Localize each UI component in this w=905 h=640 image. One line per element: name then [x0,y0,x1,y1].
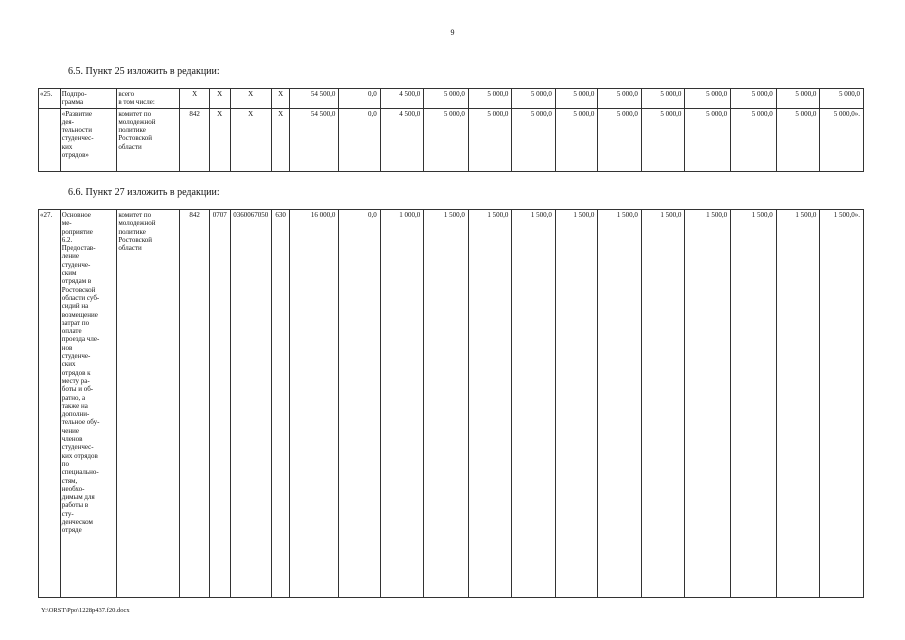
table-cell: 1 500,0 [731,210,777,598]
section-heading-6-5: 6.5. Пункт 25 изложить в редакции: [68,66,220,77]
table-cell: 1 500,0 [512,210,556,598]
table-cell: 4 500,0 [380,89,424,109]
table-cell: 5 000,0 [598,108,642,171]
table-cell: 5 000,0 [424,89,469,109]
table-cell: 5 000,0 [820,89,864,109]
table-cell [39,108,61,171]
table-cell: «Развитие дея- тельности студенчес- ких отрядов» [60,108,117,171]
table-cell: Х [271,108,290,171]
table-row [39,89,864,109]
table-cell: 1 500,0 [641,210,685,598]
table-cell: 1 500,0 [468,210,512,598]
table-row [39,210,864,598]
table-cell: 5 000,0 [641,108,685,171]
table-cell: 4 500,0 [380,108,424,171]
page-number: 9 [450,28,455,37]
table-cell: 0,0 [339,108,380,171]
table-cell: 5 000,0 [685,108,731,171]
table-cell: 1 500,0 [685,210,731,598]
table-cell: Х [271,89,290,109]
table-cell: комитет по молодежной политике Ростовской области [117,108,180,171]
table-cell: «25. [39,89,61,109]
table-cell: 1 500,0». [820,210,864,598]
table-cell: 5 000,0 [776,108,820,171]
table-cell: 5 000,0 [685,89,731,109]
table-cell: 54 500,0 [290,108,339,171]
table-cell: 5 000,0». [820,108,864,171]
table-cell: 5 000,0 [641,89,685,109]
table-row [39,108,864,171]
table-cell: 5 000,0 [468,108,512,171]
table-cell: Х [230,108,271,171]
section-heading-6-6: 6.6. Пункт 27 изложить в редакции: [68,187,220,198]
table-cell: 0,0 [339,210,380,598]
table-cell: 1 000,0 [380,210,424,598]
table-cell: 1 500,0 [555,210,597,598]
table-cell: 1 500,0 [424,210,469,598]
table-cell: 0707 [209,210,230,598]
table-cell: 5 000,0 [731,89,777,109]
table-cell: 0,0 [339,89,380,109]
table-cell: 5 000,0 [555,89,597,109]
table-item-27 [38,209,864,598]
table-cell: 1 500,0 [776,210,820,598]
table-cell: 630 [271,210,290,598]
table-cell: Х [209,89,230,109]
table-cell: 16 000,0 [290,210,339,598]
table-cell: «27. [39,210,61,598]
table-cell: всего в том числе: [117,89,180,109]
table-cell: 842 [180,210,209,598]
file-path-footer: Y:\ORST\Ppo\1228p437.f20.docx [41,607,130,614]
table-cell: 5 000,0 [731,108,777,171]
table-cell: 0360067050 [230,210,271,598]
table-cell: Х [209,108,230,171]
table-cell: Подпро- грамма [60,89,117,109]
table-cell: 5 000,0 [468,89,512,109]
table-cell: Основное ме- роприятие 6.2. Предостав- ление студенче- ским отрядам в Ростовской области суб- сидий на возмещение затрат по оплате проезда чле- нов студенче- ских отрядов к месту ра- боты и об- ратно, а также на дополни- тельное обу- чение членов студенчес- ких отрядов по специально- стям, необхо- димым для работы в сту- денческом отряде [60,210,117,598]
table-cell: 54 500,0 [290,89,339,109]
table-cell: 1 500,0 [598,210,642,598]
table-cell: 5 000,0 [512,108,556,171]
table-cell: 5 000,0 [555,108,597,171]
table-cell: 5 000,0 [512,89,556,109]
table-cell: 5 000,0 [598,89,642,109]
table-cell: Х [180,89,209,109]
table-cell: 5 000,0 [776,89,820,109]
table-cell: 5 000,0 [424,108,469,171]
table-cell: 842 [180,108,209,171]
table-item-25 [38,88,864,172]
table-cell: Х [230,89,271,109]
table-cell: комитет по молодежной политике Ростовской области [117,210,180,598]
